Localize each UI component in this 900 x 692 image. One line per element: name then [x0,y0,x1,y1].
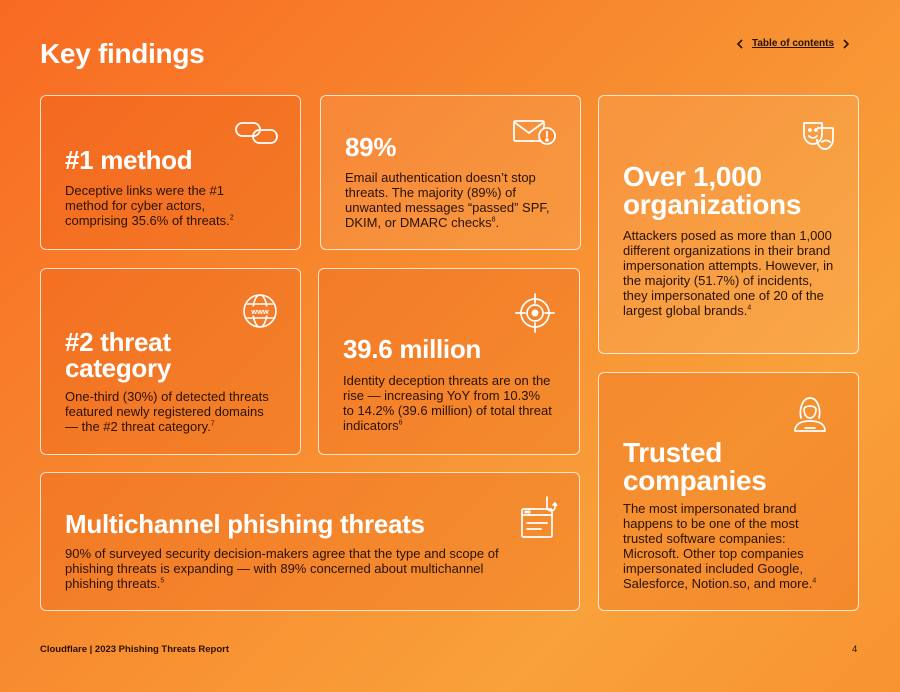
card-text: The most impersonated brand happens to be one of the most trusted software companies: Microsoft. Other top companies impersonated included Google, Salesforce, Notion.so, and more.$^4$ [623,501,817,591]
card-text: Email authentication doesn’t stop threats. The majority (89%) of unwanted messages “passed” SPF, DKIM, or DMARC checks$^8$. [345,170,550,230]
svg-text:www: www [251,307,269,316]
card-text: Attackers posed as more than 1,000 different organizations in their brand impersonation attempts. However, in the majority (51.7%) of incidents, they impersonated one of 20 of the largest global brands.$^4$ [623,228,834,318]
mail-alert-icon [512,118,558,153]
card-email-authentication [320,95,581,250]
table-of-contents-link[interactable]: Table of contents [752,38,835,49]
card-text: One-third (30%) of detected threats featured newly registered domains — the #2 threat category.$^7$ [65,389,269,434]
table-of-contents-nav [736,38,850,49]
target-icon [515,293,555,338]
page-number: 4 [852,644,858,655]
card-number-two-threat-category [40,268,301,455]
link-icon [234,120,280,151]
browser-hook-icon [519,493,559,546]
card-heading: 89% [345,132,397,162]
card-text: Deceptive links were the #1 method for cyber actors, comprising 35.6% of threats.$^2$ [65,183,234,228]
card-heading: 39.6 million [343,334,482,364]
card-heading: Trusted companies [623,437,767,496]
masks-icon [801,118,837,159]
hacker-icon [791,394,829,439]
card-text: Identity deception threats are on the rise — increasing YoY from 10.3% to 14.2% (39.6 million) of total threat indicators$^6$ [343,373,552,433]
card-39-6-million [318,268,580,455]
chevron-left-icon[interactable] [736,39,744,49]
card-heading: Over 1,000 organizations [623,161,802,220]
card-trusted-companies [598,372,859,611]
card-heading: #2 threat category [65,327,171,383]
card-heading: #1 method [65,145,193,175]
card-number-one-method [40,95,301,250]
globe-www-icon [242,293,278,334]
chevron-right-icon[interactable] [842,39,850,49]
page-title: Key findings [40,38,205,69]
card-text: 90% of surveyed security decision-makers agree that the type and scope of phishing threats is expanding — with 89% concerned about multichannel phishing threats.$^5$ [65,546,499,591]
card-heading: Multichannel phishing threats [65,509,425,539]
card-over-1000-organizations [598,95,859,354]
card-multichannel-phishing-threats [40,472,580,611]
footer-source: Cloudflare | 2023 Phishing Threats Report [40,644,230,655]
